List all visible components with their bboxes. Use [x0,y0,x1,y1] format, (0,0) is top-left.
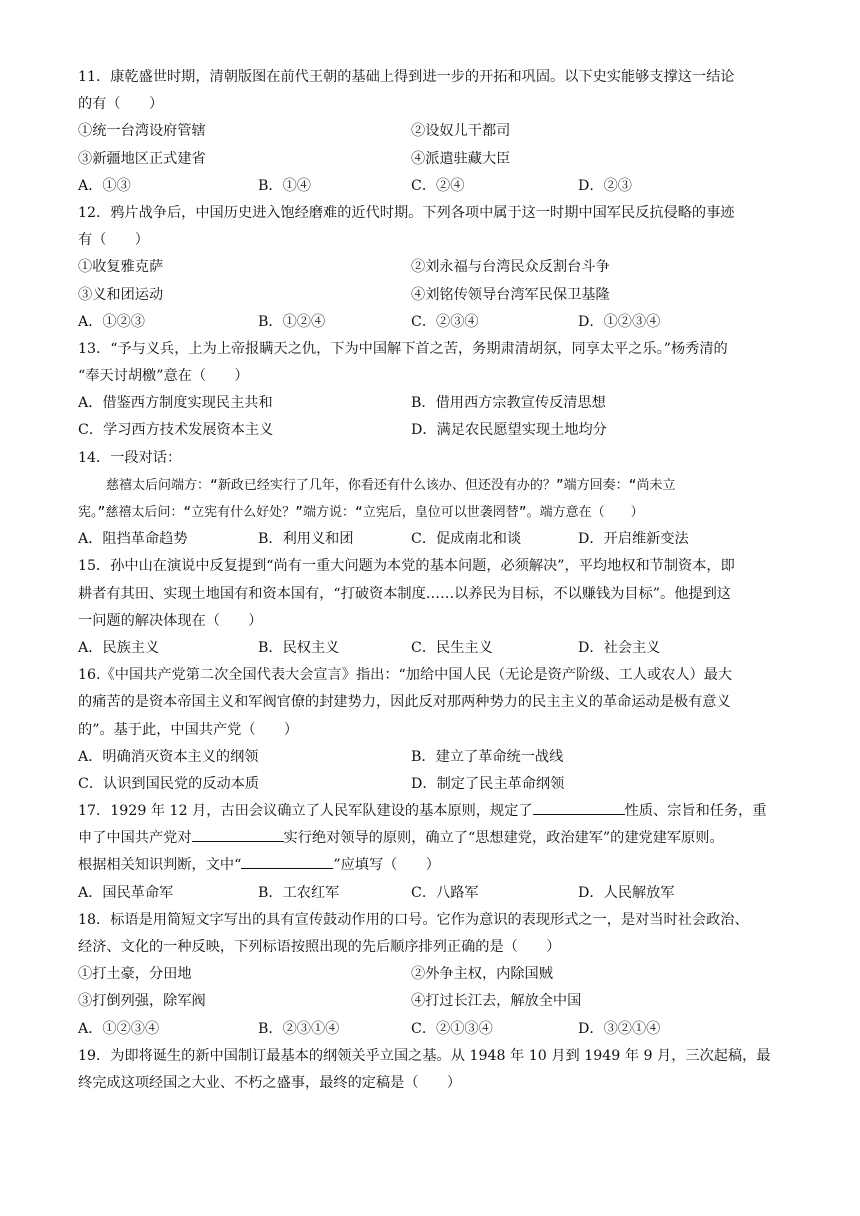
option-a[interactable]: A．阻挡革命趋势 [78,531,188,548]
question-stem: 申了中国共产党对 实行绝对领导的原则，确立了“思想建党，政治建军”的建党建军原则。 [78,825,790,852]
options [78,635,790,662]
option-b[interactable]: B．民权主义 [258,639,340,656]
question-stem: 12．鸦片战争后，中国历史进入饱经磨难的近代时期。下列各项中属于这一时期中国军民反抗侵略的事迹 [78,204,735,221]
option-b[interactable]: B．①②④ [258,313,326,330]
option-c[interactable]: C．八路军 [411,884,479,901]
item: ②刘永福与台湾民众反割台斗争 [411,259,610,276]
option-a[interactable]: A．①②③ [78,313,145,330]
options [78,173,790,200]
question-19 [78,1043,790,1097]
option-b[interactable]: B．②③①④ [258,1020,340,1037]
question-list [78,64,790,1097]
option-c[interactable]: C．民生主义 [411,639,493,656]
question-stem: “奉天讨胡檄”意在（ ） [78,368,249,385]
option-d[interactable]: D．满足农民愿望实现土地均分 [411,422,607,439]
question-stem: 19．为即将诞生的新中国制订最基本的纲领关乎立国之基。从 1948 年 10 月到 1949 年 9 月，三次起稿，最 [78,1047,771,1064]
question-11 [78,64,790,200]
options [78,417,790,444]
question-stem: 17．1929 年 12 月，古田会议确立了人民军队建设的基本原则，规定了 性质、宗旨和任务，重 [78,798,790,825]
item: ③义和团运动 [78,286,164,303]
question-15 [78,553,790,662]
option-a[interactable]: A．①③ [78,177,131,194]
fill-blank [192,827,284,842]
option-b[interactable]: B．借用西方宗教宣传反清思想 [411,395,606,412]
question-17 [78,798,790,907]
item: ③新疆地区正式建省 [78,150,206,167]
option-c[interactable]: C．促成南北和谈 [411,531,522,548]
question-14 [78,445,790,554]
options [78,744,790,771]
option-c[interactable]: C．学习西方技术发展资本主义 [78,422,274,439]
quoted-passage: 慈禧太后问端方：“新政已经实行了几年，你看还有什么该办、但还没有办的？”端方回奏：“尚未立 [106,477,676,493]
question-stem: 耕者有其田、实现土地国有和资本国有，“打破资本制度……以养民为目标，不以赚钱为目标”。他提到这 [78,585,731,602]
question-13 [78,336,790,445]
item: ①打土豪，分田地 [78,966,192,983]
question-stem: 15．孙中山在演说中反复提到“尚有一重大问题为本党的基本问题，必须解决”，平均地权和节制资本，即 [78,558,735,575]
option-b[interactable]: B．工农红军 [258,884,340,901]
item: ①统一台湾设府管辖 [78,123,206,140]
question-stem: 13．“予与义兵，上为上帝报瞒天之仇，下为中国解下首之苦，务期肃清胡氛，同享太平之乐。”杨秀清的 [78,340,728,357]
item: ④打过长江去，解放全中国 [411,993,582,1010]
question-stem: 11．康乾盛世时期，清朝版图在前代王朝的基础上得到进一步的开拓和巩固。以下史实能够支撑这一结论 [78,69,735,85]
option-c[interactable]: C．认识到国民党的反动本质 [78,775,260,792]
option-b[interactable]: B．①④ [258,177,311,194]
option-a[interactable]: A．民族主义 [78,639,160,656]
question-18 [78,907,790,1043]
option-d[interactable]: D．②③ [578,177,632,194]
question-stem: 有（ ） [78,232,149,249]
option-c[interactable]: C．②④ [411,177,465,194]
option-a[interactable]: A．国民革命军 [78,884,174,901]
question-stem: 终完成这项经国之大业、不朽之盛事，最终的定稿是（ ） [78,1074,462,1091]
question-16 [78,662,790,798]
options [78,880,790,907]
options [78,771,790,798]
question-stem: 18．标语是用简短文字写出的具有宣传鼓动作用的口号。它作为意识的表现形式之一，是对当时社会政治、 [78,911,749,928]
option-a[interactable]: A．明确消灭资本主义的纲领 [78,748,259,765]
item: ③打倒列强，除军阀 [78,993,206,1010]
options [78,1016,790,1043]
option-d[interactable]: D．制定了民主革命纲领 [411,775,565,792]
item: ②外争主权，内除国贼 [411,966,553,983]
option-c[interactable]: C．②③④ [411,313,479,330]
item: ④刘铭传领导台湾军民保卫基隆 [411,286,610,303]
option-d[interactable]: D．开启维新变法 [578,531,689,548]
fill-blank [241,854,333,869]
option-a[interactable]: A．借鉴西方制度实现民主共和 [78,395,273,412]
question-stem: 14．一段对话： [78,449,182,466]
option-d[interactable]: D．①②③④ [578,313,661,330]
options [78,526,790,553]
question-stem: 的”。基于此，中国共产党（ ） [78,721,299,738]
item: ②设奴儿干都司 [411,123,511,140]
question-stem: 16.《中国共产党第二次全国代表大会宣言》指出：“加给中国人民（无论是资产阶级、工人或农人）最大 [78,667,733,684]
quoted-passage: 宪。”慈禧太后问：“立宪有什么好处？”端方说：“立宪后，皇位可以世袭罔替”。端方意在（ ） [78,505,644,520]
option-a[interactable]: A．①②③④ [78,1020,160,1037]
option-d[interactable]: D．③②①④ [578,1020,661,1037]
question-stem: 的痛苦的是资本帝国主义和军阀官僚的封建势力，因此反对那两种势力的民主主义的革命运动是极有意义 [78,694,731,711]
option-b[interactable]: B．建立了革命统一战线 [411,748,564,765]
question-stem: 的有（ ） [78,96,164,113]
question-stem: 根据相关知识判断，文中“ ”应填写（ ） [78,852,790,879]
option-d[interactable]: D．社会主义 [578,639,661,656]
options [78,390,790,417]
question-stem: 经济、文化的一种反映，下列标语按照出现的先后顺序排列正确的是（ ） [78,939,561,955]
option-d[interactable]: D．人民解放军 [578,884,675,901]
option-b[interactable]: B．利用义和团 [258,531,354,548]
option-c[interactable]: C．②①③④ [411,1020,493,1037]
item: ①收复雅克萨 [78,259,164,276]
question-12 [78,200,790,336]
item: ④派遣驻藏大臣 [411,150,511,167]
fill-blank [533,800,625,815]
options [78,309,790,336]
question-stem: 一问题的解决体现在（ ） [78,612,263,629]
